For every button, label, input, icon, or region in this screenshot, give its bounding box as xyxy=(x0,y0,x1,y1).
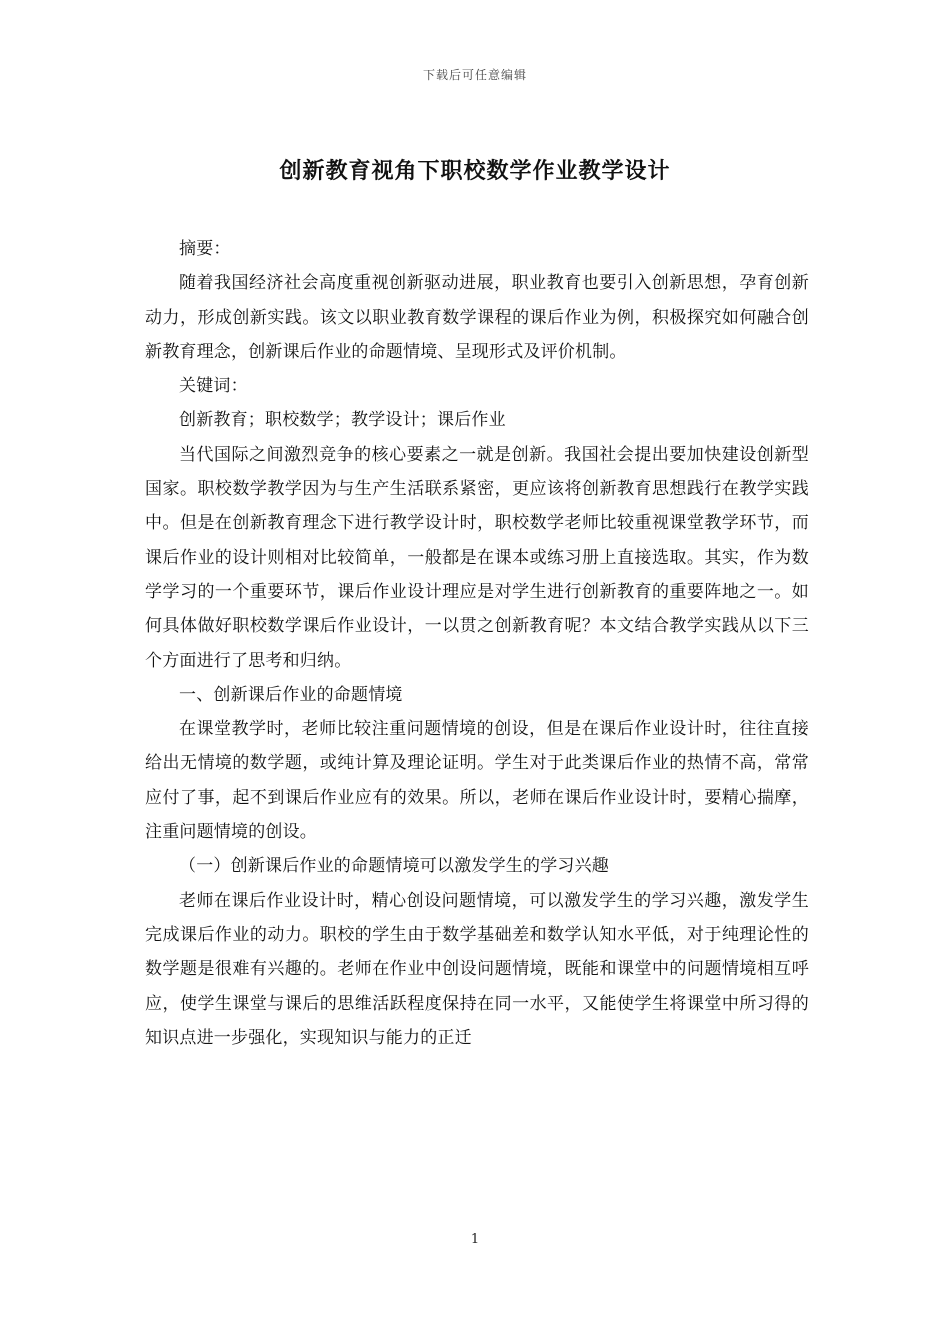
section-1-paragraph: 在课堂教学时，老师比较注重问题情境的创设，但是在课后作业设计时，往往直接给出无情境的数学题，或纯计算及理论证明。学生对于此类课后作业的热情不高，常常应付了事，起不到课后作业应有的效果。所以，老师在课后作业设计时，要精心揣摩，注重问题情境的创设。 xyxy=(145,719,809,843)
abstract-heading: 摘要： xyxy=(179,239,231,259)
section-heading-1: 一、创新课后作业的命题情境 xyxy=(179,684,403,705)
header-note: 下载后可任意编辑 xyxy=(422,68,527,82)
subsection-1-1-paragraph: 老师在课后作业设计时，精心创设问题情境，可以激发学生的学习兴趣，激发学生完成课后作业的动力。职校的学生由于数学基础差和数学认知水平低，对于纯理论性的数学题是很难有兴趣的。老师在作业中创设问题情境，既能和课堂中的问题情境相互呼应，使学生课堂与课后的思维活跃程度保持在同一水平，又能使学生将课堂中所习得的知识点进一步强化，实现知识与能力的正迁 xyxy=(145,890,809,1048)
document-body xyxy=(145,232,809,1055)
intro-paragraph: 当代国际之间激烈竞争的核心要素之一就是创新。我国社会提出要加快建设创新型国家。职校数学教学因为与生产生活联系紧密，更应该将创新教育思想践行在教学实践中。但是在创新教育理念下进行教学设计时，职校数学老师比较重视课堂教学环节，而课后作业的设计则相对比较简单，一般都是在课本或练习册上直接选取。其实，作为数学学习的一个重要环节，课后作业设计理应是对学生进行创新教育的重要阵地之一。如何具体做好职校数学课后作业设计，一以贯之创新教育呢？本文结合教学实践从以下三个方面进行了思考和归纳。 xyxy=(145,444,809,671)
abstract-paragraph: 随着我国经济社会高度重视创新驱动进展，职业教育也要引入创新思想，孕育创新动力，形成创新实践。该文以职业教育数学课程的课后作业为例，积极探究如何融合创新教育理念，创新课后作业的命题情境、呈现形式及评价机制。 xyxy=(145,273,809,362)
subsection-heading-1-1: （一）创新课后作业的命题情境可以激发学生的学习兴趣 xyxy=(179,856,609,877)
page-number: 1 xyxy=(470,1232,480,1247)
keywords-list: 创新教育；职校数学；教学设计；课后作业 xyxy=(179,410,506,431)
keywords-heading: 关键词： xyxy=(179,376,248,397)
document-title: 创新教育视角下职校数学作业教学设计 xyxy=(279,158,671,184)
